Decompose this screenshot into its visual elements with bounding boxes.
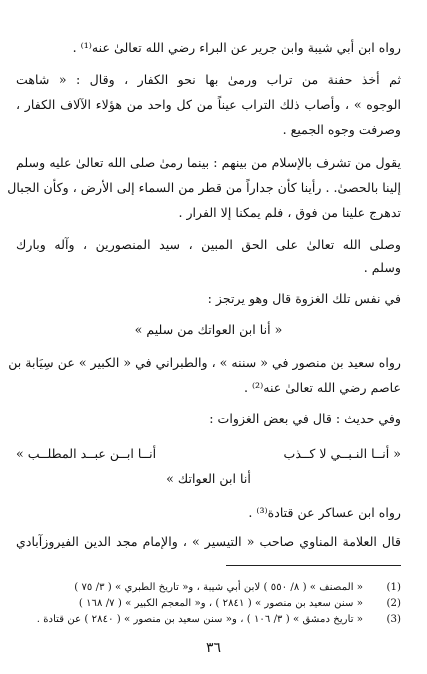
paragraph-line: وسلم . [363, 260, 401, 275]
paragraph-line: ثم أخذ حفنة من تراب ورمىٰ بها نحو الكفار ، وقال : « شاهت [16, 72, 401, 87]
poem-hemistich-second: أنــا ابــن عبــد المطلــب » [16, 446, 157, 461]
footnote-text: « تاريخ دمشق » ( ٣/ ١٠٦ ) ، و« سنن سعيد بن منصور » ( ٢٨٤٠ ) عن قتادة . [36, 614, 363, 625]
paragraph-line: وصرفت وجوه الجميع . [282, 122, 401, 137]
footnote-text: « المصنف » ( ٨/ ٥٥٠ ) لابن أبي شيبة ، و« تاريخ الطبري » ( ٣/ ٧٥ ) [74, 582, 363, 593]
paragraph-line: في نفس تلك الغزوة قال وهو يرتجز : [207, 291, 401, 306]
paragraph-line: وفي حديث : قال في بعض الغزوات : [209, 411, 401, 426]
paragraph-line: يقول من تشرف بالإسلام من بينهم : بينما رمىٰ صلى الله تعالىٰ عليه وسلم [16, 155, 401, 170]
footnote [16, 597, 401, 610]
poem-hemistich-first: « أنــا النـبــي لا كــذب [283, 446, 401, 461]
footnote-number: (1) [386, 582, 401, 593]
paragraph-line: عاصم رضي الله تعالىٰ عنه⁽²⁾ . [243, 380, 401, 395]
footnote [16, 581, 401, 594]
poem-line [16, 446, 401, 462]
paragraph-line: تدهرج علينا من فوق ، فلم يمكنا إلا الفرار . [178, 205, 401, 220]
paragraph-line: رواه سعيد بن منصور في « سننه » ، والطبراني في « الكبير » عن سِيَابة بن [8, 355, 401, 370]
footnote-separator [226, 565, 401, 566]
paragraph-line: إلينا بالحصىٰ. . رأينا كأن جداراً من قطر من السماء إلى الأرض ، وكأن الجبال [7, 180, 401, 195]
paragraph-line: رواه ابن أبي شيبة وابن جرير عن البراء رضي الله تعالىٰ عنه⁽¹⁾ . [72, 40, 401, 55]
verse-line: « أنا ابن العواتك من سليم » [134, 322, 283, 337]
paragraph-line: رواه ابن عساكر عن قتادة⁽³⁾ . [248, 505, 401, 520]
paragraph-line: الوجوه » ، وأصاب ذلك التراب عيناً من كل واحد من هؤلاء الآلاف الكفار ، [16, 97, 401, 112]
paragraph-line: وصلى الله تعالىٰ على الحق المبين ، سيد المنصورين ، وآله وبارك [16, 237, 401, 252]
footnote [16, 613, 401, 626]
paragraph-line: قال العلامة المناوي صاحب « التيسير » ، والإمام مجد الدين الفيروزآبادي [16, 534, 401, 549]
footnote-number: (2) [386, 598, 401, 609]
footnote-number: (3) [386, 614, 401, 625]
footnote-text: « سنن سعيد بن منصور » ( ٢٨٤١ ) ، و« المعجم الكبير » ( ٧/ ١٦٨ ) [78, 598, 363, 609]
verse-line: أنا ابن العواتك » [166, 471, 251, 486]
page-number: ٣٦ [205, 640, 222, 656]
